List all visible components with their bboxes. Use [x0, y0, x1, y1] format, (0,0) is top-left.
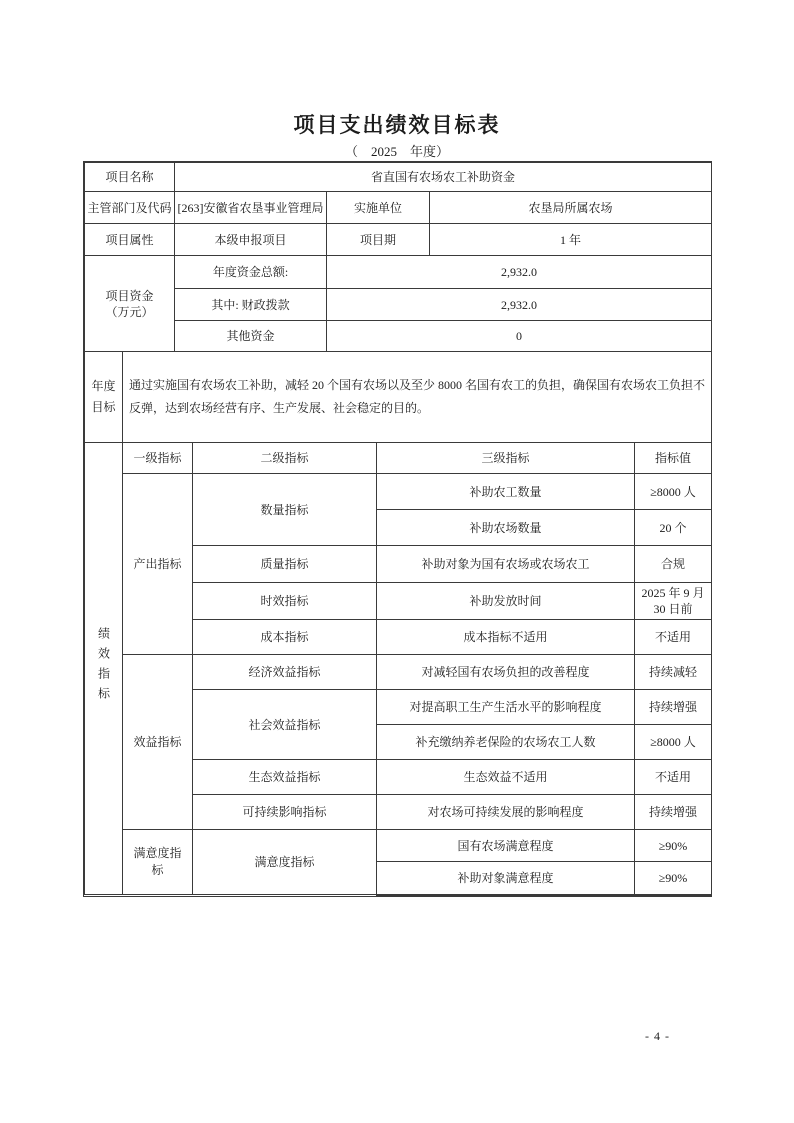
- period-label: 项目期: [327, 224, 430, 256]
- level3-cell: 补充缴纳养老保险的农场农工人数: [377, 725, 635, 760]
- fund-label: [85, 256, 175, 352]
- performance-target-table: [84, 162, 711, 896]
- level3-cell: 国有农场满意程度: [377, 830, 635, 862]
- performance-side-label-text: 绩效指标: [96, 626, 111, 707]
- level3-cell: 补助对象为国有农场或农场农工: [377, 546, 635, 583]
- value-cell: 不适用: [635, 760, 712, 795]
- project-name-value: 省直国有农场农工补助资金: [175, 163, 712, 192]
- annual-goal-label: 年度目标: [85, 352, 123, 443]
- level1-satisfaction: 满意度指标: [123, 830, 193, 895]
- level2-social: 社会效益指标: [193, 690, 377, 760]
- level2-cost: 成本指标: [193, 620, 377, 655]
- level2-satisfaction: 满意度指标: [193, 830, 377, 895]
- header-level3: 三级指标: [377, 443, 635, 474]
- value-cell: ≥8000 人: [635, 474, 712, 510]
- level3-cell: 补助农场数量: [377, 510, 635, 546]
- project-name-label: 项目名称: [85, 163, 175, 192]
- attribute-label: 项目属性: [85, 224, 175, 256]
- value-cell: ≥90%: [635, 862, 712, 895]
- level1-output: 产出指标: [123, 474, 193, 655]
- fund-fiscal-label: 其中: 财政拨款: [175, 289, 327, 321]
- attribute-value: 本级申报项目: [175, 224, 327, 256]
- page-subtitle: （ 2025 年度）: [344, 144, 449, 159]
- dept-label: 主管部门及代码: [85, 192, 175, 224]
- header-level2: 二级指标: [193, 443, 377, 474]
- level2-quantity: 数量指标: [193, 474, 377, 546]
- project-info-table: [84, 162, 712, 352]
- header-value: 指标值: [635, 443, 712, 474]
- level3-cell: 补助农工数量: [377, 474, 635, 510]
- page-number: - 4 -: [645, 1029, 670, 1043]
- level2-sustainable: 可持续影响指标: [193, 795, 377, 830]
- level1-benefit: 效益指标: [123, 655, 193, 830]
- level2-timeliness: 时效指标: [193, 583, 377, 620]
- table-row: [85, 474, 712, 510]
- page-title: 项目支出绩效目标表: [293, 114, 501, 137]
- level2-economic: 经济效益指标: [193, 655, 377, 690]
- fund-other-value: 0: [327, 321, 712, 352]
- fund-total-value: 2,932.0: [327, 256, 712, 289]
- level2-ecological: 生态效益指标: [193, 760, 377, 795]
- level3-cell: 对提高职工生产生活水平的影响程度: [377, 690, 635, 725]
- value-cell: ≥90%: [635, 830, 712, 862]
- level3-cell: 成本指标不适用: [377, 620, 635, 655]
- level3-cell: 对减轻国有农场负担的改善程度: [377, 655, 635, 690]
- level3-cell: 生态效益不适用: [377, 760, 635, 795]
- performance-side-label: [85, 443, 123, 895]
- indicators-table: [84, 351, 712, 896]
- level2-quality: 质量指标: [193, 546, 377, 583]
- fund-other-label: 其他资金: [175, 321, 327, 352]
- fund-total-label: 年度资金总额:: [175, 256, 327, 289]
- fund-fiscal-value: 2,932.0: [327, 289, 712, 321]
- value-cell: 持续增强: [635, 795, 712, 830]
- impl-unit-value: 农垦局所属农场: [430, 192, 712, 224]
- level3-cell: 补助对象满意程度: [377, 862, 635, 895]
- period-value: 1 年: [430, 224, 712, 256]
- value-cell: 2025 年 9 月 30 日前: [635, 583, 712, 620]
- table-row: [85, 830, 712, 862]
- annual-goal-text: 通过实施国有农场农工补助，减轻 20 个国有农场以及至少 8000 名国有农工的负担，确保国有农场农工负担不反弹，达到农场经营有序、生产发展、社会稳定的目的。: [123, 352, 712, 443]
- dept-value: [263]安徽省农垦事业管理局: [175, 192, 327, 224]
- level3-cell: 对农场可持续发展的影响程度: [377, 795, 635, 830]
- value-cell: ≥8000 人: [635, 725, 712, 760]
- value-cell: 20 个: [635, 510, 712, 546]
- table-row: [85, 655, 712, 690]
- fund-label-line1: 项目资金: [105, 288, 154, 303]
- header-level1: 一级指标: [123, 443, 193, 474]
- impl-unit-label: 实施单位: [327, 192, 430, 224]
- level3-cell: 补助发放时间: [377, 583, 635, 620]
- value-cell: 持续增强: [635, 690, 712, 725]
- fund-label-line2: （万元）: [105, 304, 154, 319]
- value-cell: 持续减轻: [635, 655, 712, 690]
- value-cell: 不适用: [635, 620, 712, 655]
- value-cell: 合规: [635, 546, 712, 583]
